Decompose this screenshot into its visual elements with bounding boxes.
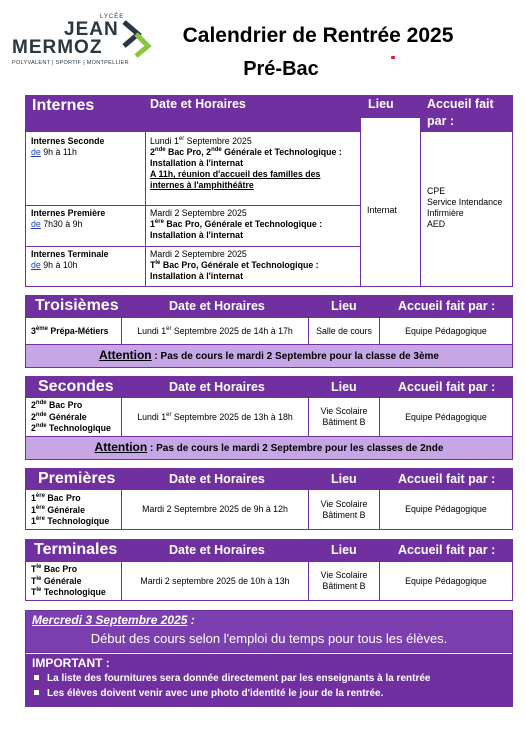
internes-seconde-install: Installation à l'internat [150,158,244,168]
internes-seconde-time [31,147,104,158]
troisiemes-lieu: Salle de cours [316,325,372,336]
d1: Lundi 1 [137,325,167,336]
r6: Générale [44,504,86,515]
s1: 2 [31,400,36,410]
internes-seconde-meeting-2: internes à l'amphithéâtre [150,180,254,190]
secondes-class-2 [31,412,111,424]
secondes-attention-text: : Pas de cours le mardi 2 Septembre pour les classes de 2nde [147,443,444,454]
internes-seconde-date-sup: er [178,136,185,143]
bullet-icon [34,675,39,680]
terminales-class-3 [31,587,106,599]
internes-col-div-1 [145,132,146,286]
troisiemes-accueil-header: Accueil fait par : [398,299,496,313]
internes-accueil-infirmiere: Infirmière [427,208,464,218]
footer-bullet-1-text: La liste des fournitures sera donnée directement par les enseignants à la rentrée [47,673,431,684]
terminales-classes [31,564,106,599]
k8: le [36,587,42,594]
secondes-lieu [309,398,379,436]
premieres-accueil-header: Accueil fait par : [398,472,496,486]
internes-terminale-date: Mardi 2 Septembre 2025 [150,249,247,259]
secondes-class-1 [31,400,111,412]
s4: 2 [31,411,36,422]
internes-header-row2 [26,117,360,132]
internes-accueil-header-line2: par : [427,114,455,128]
s6: Générale [46,411,87,422]
internes-lieu: Internat [367,205,397,215]
p1: 1 [150,219,155,229]
terminales-class-2 [31,576,106,588]
k5: le [36,575,42,582]
internes-row-premiere-date [150,208,358,241]
secondes-attention [26,440,512,454]
secondes-lieu-header: Lieu [331,380,357,394]
t2: nde [154,147,166,154]
secondes-attention-label: Attention [94,440,148,454]
school-logo [12,14,172,74]
e3: Septembre 2025 de 13h à 18h [171,411,293,422]
s9: Technologique [46,423,111,433]
internes-premiere-de: de [31,219,41,229]
logo-tagline: POLYVALENT | SPORTIF | MONTPELLIER [12,60,129,66]
r9: Technologique [44,516,110,526]
footer-bullet-1 [32,673,430,684]
bullet-icon [34,690,39,695]
terminales-date-header: Date et Horaires [169,543,265,557]
internes-accueil-intendance: Service Intendance [427,197,503,207]
r7: 1 [31,516,36,526]
internes-premiere-install: Installation à l'internat [150,230,244,240]
c2: ème [35,326,48,333]
footer-day [32,613,195,627]
footer-important: IMPORTANT : [32,656,110,670]
title-dot [391,56,395,59]
premieres-title: Premières [38,470,116,487]
premieres-class-2 [31,505,109,517]
c1: 3 [31,326,36,336]
s8: nde [35,423,47,430]
s7: 2 [31,423,36,433]
terminales-lieu-header: Lieu [331,543,357,557]
internes-seconde-date-line [150,136,358,147]
premieres-class-1 [31,493,109,505]
internes-seconde-date-rest: Septembre 2025 [184,136,252,146]
c3: Prépa-Métiers [47,326,109,336]
s2: nde [35,400,47,407]
internes-row-terminale-label [31,249,109,271]
secondes-accueil-header: Accueil fait par : [398,380,496,394]
troisiemes-accueil: Equipe Pédagogique [405,325,487,336]
premieres-lieu [309,490,379,529]
secondes-lieu-2: Bâtiment B [322,417,366,427]
internes-row-seconde-label [31,136,104,158]
premieres-date: Mardi 2 Septembre 2025 de 9h à 12h [142,504,288,514]
t4: nde [211,147,222,154]
premieres-class-3 [31,516,109,528]
r3: Bac Pro [44,493,81,503]
k3: Bac Pro [41,564,78,574]
t5: Générale et Technologique : [221,147,342,157]
internes-premiere-label: Internes Première [31,208,106,218]
footer-bullet-2 [32,688,383,699]
terminales-accueil: Equipe Pédagogique [405,575,487,586]
logo-name-line2: MERMOZ [12,37,103,58]
terminales-lieu-2: Bâtiment B [322,581,366,591]
internes-accueil-cpe: CPE [427,186,446,196]
troisiemes-title: Troisièmes [35,297,119,314]
e2: er [166,411,172,418]
r1: 1 [31,493,36,503]
internes-terminale-classes [150,260,358,271]
terminales-class-1 [31,564,106,576]
secondes-lieu-1: Vie Scolaire [320,406,368,416]
internes-row-div-2 [26,246,360,247]
internes-seconde-de: de [31,147,41,157]
s3: Bac Pro [46,400,83,410]
page-subtitle: Pré-Bac [243,58,319,80]
internes-col-div-2 [360,132,361,286]
footer-start-text: Début des cours selon l'emploi du temps pour tous les élèves. [90,631,448,646]
internes-row-seconde-date [150,136,358,191]
premieres-lieu-2: Bâtiment B [322,509,366,520]
footer-day-suffix: : [187,613,195,627]
terminales-date: Mardi 2 septembre 2025 de 10h à 13h [140,575,290,586]
premieres-classes [31,493,109,528]
internes-terminale-hours: 9h à 10h [43,260,78,270]
internes-accueil-aed: AED [427,219,446,229]
internes-seconde-classes [150,147,358,158]
k1: T [31,564,37,574]
q1: T [150,260,156,270]
internes-lieu-header: Lieu [368,97,394,111]
internes-row-premiere-label [31,208,105,230]
internes-premiere-time [31,219,105,230]
t3: Bac Pro, 2 [165,147,212,157]
logo-chevron-icon [120,18,154,58]
internes-col-div-3 [420,132,421,286]
internes-header-div-1 [360,96,361,132]
k7: T [31,587,37,597]
secondes-class-3 [31,423,111,435]
internes-row-div-1 [26,205,360,206]
d3: Septembre 2025 de 14h à 17h [171,325,293,336]
internes-seconde-date: Lundi 1 [150,136,179,146]
troisiemes-date [122,318,308,344]
k2: le [36,564,42,571]
logo-top-label: LYCÉE [100,14,125,20]
k4: T [31,575,37,586]
internes-title: Internes [32,97,95,114]
premieres-date-header: Date et Horaires [169,472,265,486]
internes-premiere-hours: 7h30 à 9h [43,219,83,229]
footer-divider [26,653,512,654]
premieres-lieu-header: Lieu [331,472,357,486]
r5: ère [35,504,45,511]
q2: le [155,260,161,267]
r4: 1 [31,504,36,515]
premieres-lieu-1: Vie Scolaire [320,498,368,509]
troisiemes-date-header: Date et Horaires [169,299,265,313]
internes-terminale-label: Internes Terminale [31,249,109,259]
footer-bullet-2-text: Les élèves doivent venir avec une photo d'identité le jour de la rentrée. [47,688,384,699]
terminales-title: Terminales [34,541,118,558]
secondes-accueil: Equipe Pédagogique [405,411,487,422]
r8: ère [35,516,45,523]
internes-seconde-hours: 9h à 11h [43,147,77,157]
page-title: Calendrier de Rentrée 2025 [182,24,454,47]
logo-name-line1: JEAN [64,19,119,40]
internes-terminale-de: de [31,260,41,270]
internes-terminale-time [31,260,109,271]
k9: Technologique [41,587,106,597]
troisiemes-attention [26,348,512,362]
internes-premiere-date: Mardi 2 Septembre 2025 [150,208,247,218]
internes-seconde-label: Internes Seconde [31,136,105,146]
internes-row-terminale-date [150,249,358,282]
q3: Bac Pro, Générale et Technologique : [160,260,319,270]
internes-accueil-header-line1: Accueil fait [427,97,494,111]
d2: er [166,325,172,332]
p3: Bac Pro, Générale et Technologique : [163,219,323,229]
terminales-lieu [309,562,379,600]
troisiemes-attention-label: Attention [98,348,152,362]
premieres-accueil: Equipe Pédagogique [405,504,487,514]
e1: Lundi 1 [137,411,167,422]
secondes-date [122,398,308,436]
footer-day-label: Mercredi 3 Septembre 2025 [32,613,188,627]
p2: ère [154,219,164,226]
terminales-lieu-1: Vie Scolaire [320,570,368,580]
terminales-accueil-header: Accueil fait par : [398,543,496,557]
s5: nde [35,411,47,418]
internes-premiere-classes [150,219,358,230]
secondes-title: Secondes [38,378,114,395]
k6: Générale [41,575,82,586]
t1: 2 [150,147,155,157]
secondes-date-header: Date et Horaires [169,380,265,394]
secondes-classes [31,400,111,435]
troisiemes-class [31,326,109,337]
internes-seconde-meeting-1: A 11h, réunion d'accueil des familles des [150,169,321,179]
troisiemes-attention-text: : Pas de cours le mardi 2 Septembre pour la classe de 3ème [151,351,439,362]
troisiemes-lieu-header: Lieu [331,299,357,313]
internes-terminale-install: Installation à l'internat [150,271,244,281]
internes-date-header: Date et Horaires [150,97,246,111]
internes-accueil [427,186,502,230]
r2: ère [35,493,45,500]
